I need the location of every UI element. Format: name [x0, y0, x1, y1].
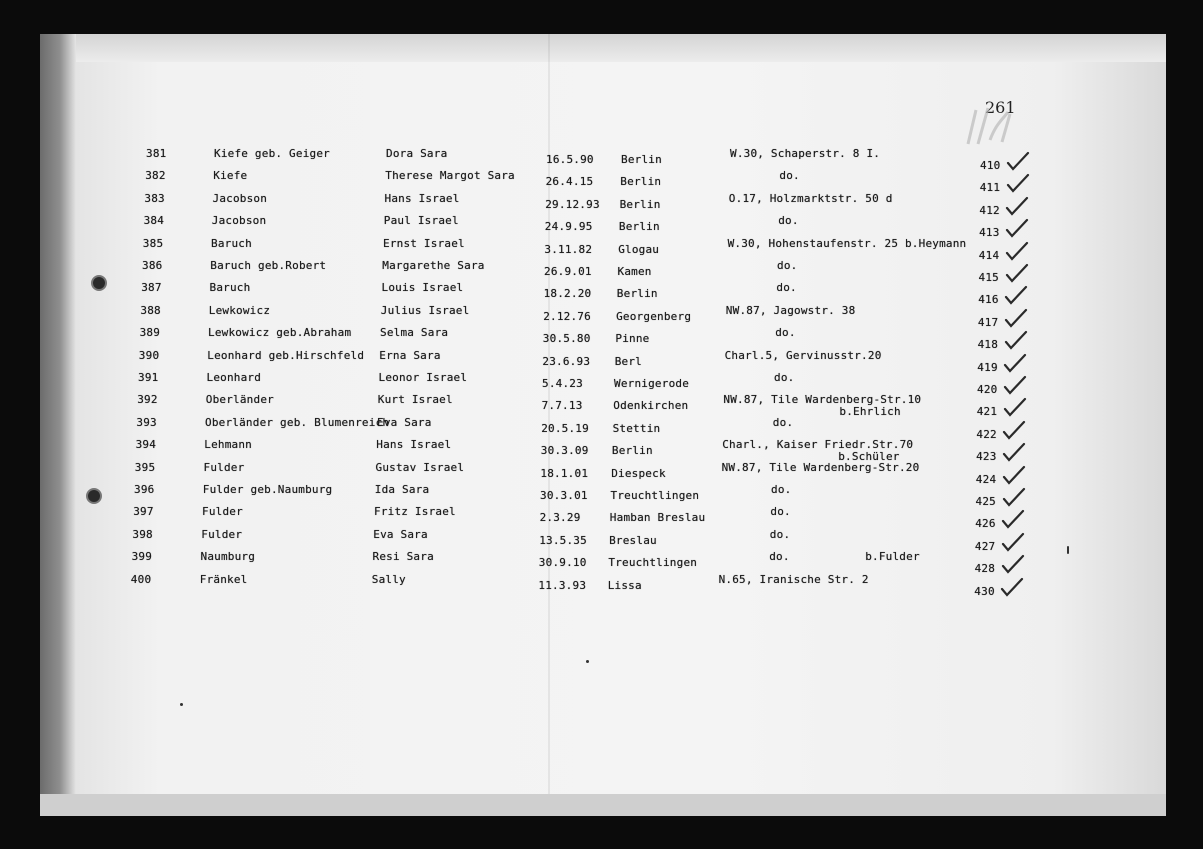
row-number: 393 — [136, 415, 157, 429]
given-name: Gustav Israel — [375, 460, 465, 474]
surname: Fränkel — [199, 572, 248, 586]
table-row — [0, 412, 1203, 441]
table-row — [0, 233, 1203, 262]
birth-place: Georgenberg — [616, 309, 692, 323]
birth-date: 20.5.19 — [541, 421, 589, 435]
table-row — [0, 255, 1203, 284]
surname: Lewkowicz geb.Abraham — [208, 326, 352, 340]
row-number: 398 — [132, 527, 153, 541]
birth-place: Treuchtlingen — [610, 489, 700, 502]
address: NW.87, Jagowstr. 38 — [725, 303, 856, 317]
row-number: 381 — [146, 147, 167, 160]
birth-date: 11.3.93 — [538, 578, 587, 592]
sequence-number: 410 — [980, 159, 1001, 172]
sequence-number: 424 — [975, 472, 997, 486]
address: do. — [769, 550, 790, 564]
birth-place: Pinne — [615, 332, 650, 346]
address: O.17, Holzmarktstr. 50 d — [728, 191, 893, 205]
given-name: Therese Margot Sara — [385, 169, 515, 183]
address: do. — [770, 505, 791, 519]
address: do. — [771, 483, 792, 496]
sequence-number: 422 — [976, 427, 997, 441]
row-number: 392 — [137, 393, 158, 407]
row-number: 394 — [135, 438, 157, 452]
surname: Fulder — [203, 460, 245, 474]
table-row — [0, 210, 1203, 240]
address: W.30, Hohenstaufenstr. 25 b.Heymann — [727, 236, 967, 250]
given-name: Ernst Israel — [383, 236, 465, 250]
given-name: Dora Sara — [386, 147, 448, 160]
sequence-number: 419 — [977, 360, 998, 374]
sequence-number: 423 — [976, 450, 997, 464]
surname: Jacobson — [211, 214, 267, 228]
birth-place: Berlin — [618, 220, 660, 234]
surname: Naumburg — [200, 550, 256, 564]
birth-date: 13.5.35 — [539, 533, 587, 547]
row-number: 382 — [145, 169, 166, 183]
row-number: 397 — [133, 505, 154, 519]
ink-speck — [1067, 546, 1069, 554]
surname: Fulder — [202, 505, 243, 519]
given-name: Erna Sara — [379, 348, 441, 362]
surname: Baruch — [211, 236, 252, 250]
address: NW.87, Tile Wardenberg-Str.20 — [721, 460, 920, 474]
birth-date: 29.12.93 — [545, 197, 600, 211]
sequence-number: 420 — [977, 383, 998, 396]
birth-place: Kamen — [617, 265, 652, 278]
row-number: 388 — [140, 303, 161, 317]
sequence-number: 425 — [975, 495, 996, 508]
address: W.30, Schaperstr. 8 I. — [730, 147, 881, 160]
row-number: 399 — [131, 550, 153, 564]
table-row — [0, 322, 1203, 352]
birth-date: 30.5.80 — [542, 332, 591, 346]
row-number: 384 — [143, 214, 165, 228]
address: do. — [776, 281, 797, 295]
table-row — [0, 479, 1203, 508]
birth-place: Berl — [614, 354, 642, 368]
sequence-number: 413 — [979, 226, 1000, 240]
sequence-number: 430 — [974, 584, 995, 598]
given-name: Eva Sara — [377, 415, 432, 429]
surname: Leonhard — [206, 371, 262, 384]
table-row — [0, 389, 1203, 419]
birth-place: Wernigerode — [614, 377, 690, 390]
sequence-number: 411 — [979, 181, 1001, 195]
given-name: Ida Sara — [374, 483, 430, 496]
surname: Baruch geb.Robert — [210, 259, 327, 272]
row-number: 386 — [142, 259, 163, 272]
row-number: 395 — [134, 460, 156, 474]
address: do. — [769, 527, 791, 541]
sequence-number: 414 — [978, 248, 1000, 262]
address: do. — [772, 415, 794, 429]
given-name: Selma Sara — [380, 326, 449, 340]
address: N.65, Iranische Str. 2 — [718, 572, 869, 586]
sequence-number: 426 — [975, 517, 996, 531]
birth-place: Berlin — [619, 197, 661, 211]
birth-place: Treuchtlingen — [608, 556, 698, 570]
row-number: 391 — [138, 371, 159, 384]
table-row — [0, 345, 1203, 374]
birth-date: 7.7.13 — [541, 399, 583, 413]
sequence-number: 412 — [979, 203, 1000, 217]
birth-date: 30.3.01 — [540, 489, 588, 502]
surname: Fulder geb.Naumburg — [202, 483, 333, 496]
ink-speck — [586, 660, 589, 663]
sequence-number: 421 — [976, 405, 998, 419]
address: do. — [778, 214, 799, 228]
table-row — [0, 277, 1203, 307]
table-row — [0, 546, 1203, 576]
birth-date: 30.9.10 — [538, 556, 587, 570]
surname: Oberländer — [205, 393, 274, 407]
given-name: Hans Israel — [384, 191, 460, 205]
birth-date: 2.12.76 — [543, 309, 591, 323]
given-name: Eva Sara — [373, 527, 428, 541]
table-row — [0, 457, 1203, 486]
address: Charl., Kaiser Friedr.Str.70 — [722, 438, 914, 452]
given-name: Margarethe Sara — [382, 259, 485, 272]
given-name: Paul Israel — [383, 214, 459, 228]
birth-date: 5.4.23 — [542, 377, 583, 390]
birth-place: Stettin — [612, 421, 661, 435]
given-name: Leonor Israel — [378, 371, 468, 384]
sequence-number: 416 — [978, 293, 999, 307]
row-number: 387 — [141, 281, 162, 295]
table-row — [0, 367, 1203, 396]
birth-place: Glogau — [618, 242, 660, 256]
birth-place: Berlin — [621, 153, 662, 166]
row-number: 383 — [144, 191, 165, 205]
given-name: Julius Israel — [380, 303, 470, 317]
sequence-number: 418 — [977, 338, 999, 352]
birth-place: Berlin — [620, 175, 662, 189]
address: do. — [777, 259, 798, 272]
birth-date: 26.9.01 — [544, 265, 592, 278]
table-row — [0, 188, 1203, 217]
check-mark-icon — [1000, 577, 1024, 597]
address: NW.87, Tile Wardenberg-Str.10 — [723, 393, 922, 407]
surname: Leonhard geb.Hirschfeld — [207, 348, 365, 362]
page-number: 261 — [985, 98, 1016, 117]
row-number: 400 — [130, 572, 152, 586]
birth-date: 23.6.93 — [542, 354, 591, 368]
given-name: Hans Israel — [376, 438, 452, 452]
address-note: b.Schüler — [838, 450, 900, 464]
surname: Jacobson — [212, 191, 268, 205]
birth-date: 2.3.29 — [539, 511, 581, 525]
birth-place: Odenkirchen — [613, 399, 689, 413]
sequence-number: 415 — [978, 271, 999, 284]
given-name: Fritz Israel — [374, 505, 456, 519]
surname: Kiefe — [213, 169, 248, 183]
sequence-number: 428 — [974, 562, 996, 576]
birth-date: 24.9.95 — [544, 220, 593, 234]
address: do. — [779, 169, 800, 183]
address: do. — [774, 371, 795, 384]
row-number: 385 — [142, 236, 164, 250]
birth-date: 3.11.82 — [544, 242, 593, 256]
ink-speck — [180, 703, 183, 706]
birth-place: Berlin — [611, 444, 653, 458]
given-name: Kurt Israel — [377, 393, 453, 407]
birth-date: 16.5.90 — [546, 153, 594, 166]
handwritten-mark — [962, 104, 1022, 148]
table-row — [0, 165, 1203, 195]
sequence-number: 427 — [974, 539, 996, 553]
birth-place: Diespeck — [611, 466, 666, 480]
address: Charl.5, Gervinusstr.20 — [724, 348, 882, 362]
birth-place: Hamban Breslau — [609, 511, 706, 525]
table-row — [0, 434, 1203, 464]
given-name: Resi Sara — [372, 550, 434, 564]
sequence-number: 417 — [977, 315, 999, 329]
surname: Kiefe geb. Geiger — [214, 147, 330, 160]
address-note: b.Ehrlich — [839, 405, 901, 419]
given-name: Louis Israel — [381, 281, 464, 295]
surname: Oberländer geb. Blumenreich — [205, 415, 390, 429]
address-note: b.Fulder — [865, 550, 920, 564]
surname: Fulder — [201, 527, 243, 541]
table-row — [0, 143, 1203, 172]
row-number: 389 — [139, 326, 161, 340]
birth-place: Lissa — [607, 578, 642, 592]
row-number: 390 — [138, 348, 160, 362]
surname: Baruch — [209, 281, 251, 295]
surname: Lehmann — [204, 438, 253, 452]
birth-date: 18.2.20 — [543, 287, 592, 301]
birth-place: Breslau — [609, 533, 657, 547]
birth-place: Berlin — [616, 287, 658, 301]
birth-date: 30.3.09 — [540, 444, 589, 458]
address: do. — [775, 326, 796, 340]
birth-date: 26.4.15 — [545, 175, 594, 189]
table-row — [0, 501, 1203, 531]
surname: Lewkowicz — [208, 303, 271, 317]
table-row — [0, 300, 1203, 329]
row-number: 396 — [134, 483, 155, 496]
given-name: Sally — [371, 572, 406, 586]
birth-date: 18.1.01 — [540, 466, 589, 480]
table-row — [0, 569, 1203, 598]
table-row — [0, 524, 1203, 553]
